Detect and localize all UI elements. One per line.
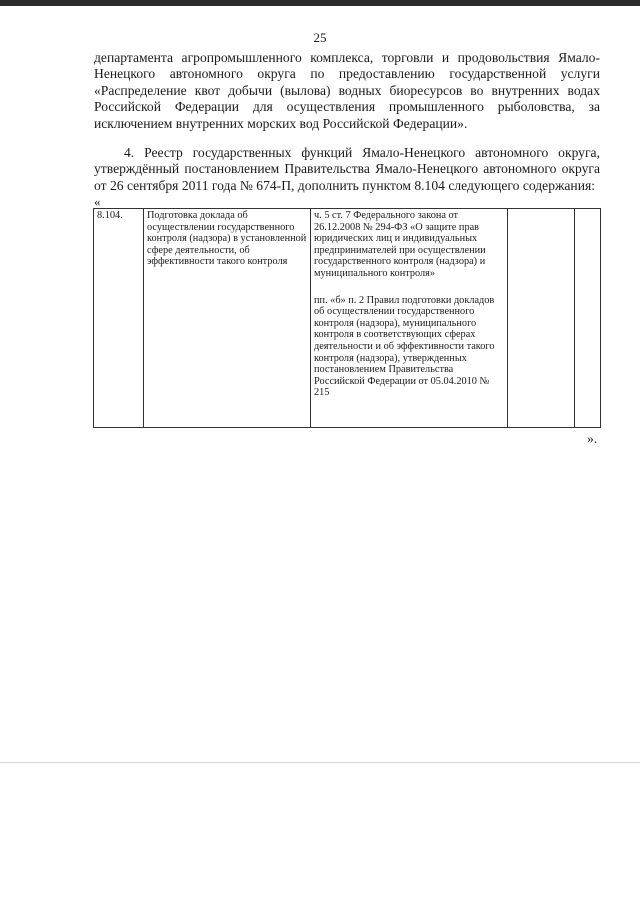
scan-edge-band bbox=[0, 0, 640, 6]
paragraph-text: 4. Реестр государственных функций Ямало-Ненецкого автономного округа, утверждённый постановлением Правительства Ямало-Ненецкого автономного округа от 26 сентября 2011 года № 674-П, дополнить пунктом 8.104 следующего содержания: bbox=[94, 145, 600, 193]
table-row bbox=[94, 209, 601, 428]
registry-table bbox=[93, 208, 601, 428]
function-name-cell: Подготовка доклада об осуществлении государственного контроля (надзора) в установленной сфере деятельности, об эффективности такого контроля bbox=[144, 209, 311, 428]
legal-basis-item: пп. «б» п. 2 Правил подготовки докладов об осуществлении государственного контроля (надзора), муниципального контроля в соответствующих сферах деятельности и об эффективности такого контроля (надзора), утвержденных постановлением Правительства Российской Федерации от 05.04.2010 № 215 bbox=[314, 294, 495, 399]
empty-cell bbox=[575, 209, 601, 428]
paragraph-text: департамента агропромышленного комплекса, торговли и продовольствия Ямало-Ненецкого автономного округа по предоставлению государственной услуги «Распределение квот добычи (вылова) водных биоресурсов во внутренних водах Российской Федерации для осуществления промышленного рыболовства, за исключением внутренних морских вод Российской Федерации». bbox=[94, 50, 600, 131]
paragraph-continuation bbox=[94, 50, 600, 132]
page-number: 25 bbox=[313, 30, 327, 45]
empty-cell bbox=[508, 209, 575, 428]
opening-quote-mark: « bbox=[94, 194, 101, 209]
closing-quote-mark: ». bbox=[587, 431, 598, 446]
paragraph-registry-amendment bbox=[94, 145, 600, 194]
row-number-cell: 8.104. bbox=[94, 209, 144, 428]
legal-basis-cell bbox=[311, 209, 508, 428]
blank-page-area bbox=[0, 762, 640, 906]
legal-basis-item: ч. 5 ст. 7 Федерального закона от 26.12.2008 № 294-ФЗ «О защите прав юридических лиц и индивидуальных предпринимателей при осуществлении государственного контроля (надзора) и муниципального контроля» bbox=[314, 210, 486, 279]
